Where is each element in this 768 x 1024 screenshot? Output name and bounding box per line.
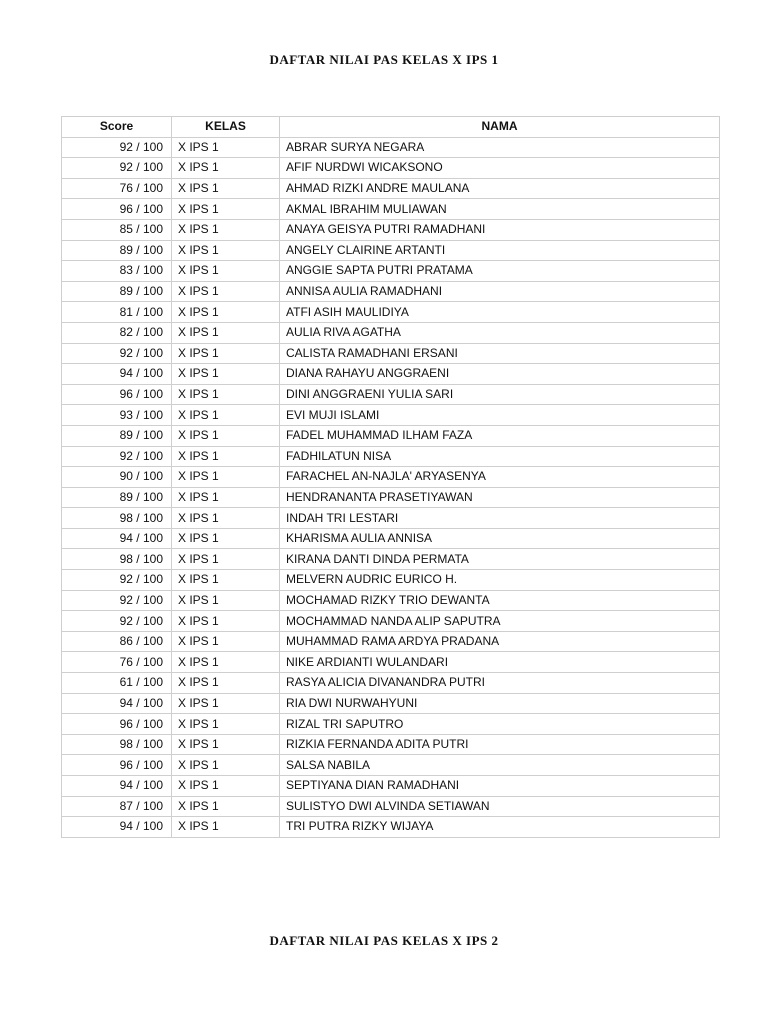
table-row [62, 425, 720, 446]
score-cell: 61 / 100 [62, 673, 172, 694]
nama-cell: ANGELY CLAIRINE ARTANTI [280, 240, 720, 261]
table-row [62, 693, 720, 714]
kelas-cell: X IPS 1 [172, 343, 280, 364]
score-cell: 92 / 100 [62, 611, 172, 632]
score-cell: 98 / 100 [62, 508, 172, 529]
score-cell: 94 / 100 [62, 528, 172, 549]
score-cell: 92 / 100 [62, 590, 172, 611]
table-row [62, 528, 720, 549]
nama-cell: KIRANA DANTI DINDA PERMATA [280, 549, 720, 570]
kelas-cell: X IPS 1 [172, 425, 280, 446]
nama-cell: FARACHEL AN-NAJLA' ARYASENYA [280, 467, 720, 488]
table-row [62, 467, 720, 488]
kelas-cell: X IPS 1 [172, 714, 280, 735]
table-row [62, 611, 720, 632]
section-title: DAFTAR NILAI PAS KELAS X IPS 2 [269, 933, 499, 948]
kelas-cell: X IPS 1 [172, 199, 280, 220]
table-row [62, 631, 720, 652]
kelas-cell: X IPS 1 [172, 755, 280, 776]
table-row [62, 776, 720, 797]
score-cell: 98 / 100 [62, 734, 172, 755]
score-cell: 92 / 100 [62, 343, 172, 364]
kelas-cell: X IPS 1 [172, 487, 280, 508]
score-cell: 86 / 100 [62, 631, 172, 652]
score-cell: 96 / 100 [62, 714, 172, 735]
nama-cell: CALISTA RAMADHANI ERSANI [280, 343, 720, 364]
nama-cell: MOCHAMAD RIZKY TRIO DEWANTA [280, 590, 720, 611]
table-row [62, 261, 720, 282]
nama-cell: MELVERN AUDRIC EURICO H. [280, 570, 720, 591]
kelas-cell: X IPS 1 [172, 734, 280, 755]
score-table [61, 116, 720, 838]
kelas-cell: X IPS 1 [172, 302, 280, 323]
table-row [62, 199, 720, 220]
table-row [62, 652, 720, 673]
table-row [62, 343, 720, 364]
score-cell: 76 / 100 [62, 652, 172, 673]
kelas-cell: X IPS 1 [172, 240, 280, 261]
table-row [62, 734, 720, 755]
kelas-cell: X IPS 1 [172, 673, 280, 694]
kelas-cell: X IPS 1 [172, 261, 280, 282]
nama-cell: ANGGIE SAPTA PUTRI PRATAMA [280, 261, 720, 282]
kelas-cell: X IPS 1 [172, 281, 280, 302]
nama-cell: AFIF NURDWI WICAKSONO [280, 158, 720, 179]
table-row [62, 796, 720, 817]
table-row [62, 240, 720, 261]
table-row [62, 384, 720, 405]
header-kelas: KELAS [172, 117, 280, 138]
kelas-cell: X IPS 1 [172, 611, 280, 632]
score-cell: 85 / 100 [62, 219, 172, 240]
nama-cell: ABRAR SURYA NEGARA [280, 137, 720, 158]
score-cell: 92 / 100 [62, 446, 172, 467]
nama-cell: TRI PUTRA RIZKY WIJAYA [280, 817, 720, 838]
score-cell: 93 / 100 [62, 405, 172, 426]
table-row [62, 302, 720, 323]
nama-cell: ANAYA GEISYA PUTRI RAMADHANI [280, 219, 720, 240]
nama-cell: KHARISMA AULIA ANNISA [280, 528, 720, 549]
nama-cell: RIZKIA FERNANDA ADITA PUTRI [280, 734, 720, 755]
kelas-cell: X IPS 1 [172, 158, 280, 179]
kelas-cell: X IPS 1 [172, 776, 280, 797]
table-row [62, 673, 720, 694]
score-cell: 94 / 100 [62, 364, 172, 385]
table-row [62, 570, 720, 591]
kelas-cell: X IPS 1 [172, 405, 280, 426]
kelas-cell: X IPS 1 [172, 693, 280, 714]
nama-cell: MOCHAMMAD NANDA ALIP SAPUTRA [280, 611, 720, 632]
table-header-row [62, 117, 720, 138]
score-cell: 96 / 100 [62, 755, 172, 776]
score-cell: 83 / 100 [62, 261, 172, 282]
score-cell: 87 / 100 [62, 796, 172, 817]
page-title: DAFTAR NILAI PAS KELAS X IPS 1 [269, 52, 499, 67]
table-row [62, 322, 720, 343]
table-row [62, 405, 720, 426]
table-row [62, 158, 720, 179]
kelas-cell: X IPS 1 [172, 467, 280, 488]
table-body [62, 137, 720, 837]
kelas-cell: X IPS 1 [172, 570, 280, 591]
kelas-cell: X IPS 1 [172, 137, 280, 158]
score-cell: 98 / 100 [62, 549, 172, 570]
score-cell: 89 / 100 [62, 240, 172, 261]
nama-cell: MUHAMMAD RAMA ARDYA PRADANA [280, 631, 720, 652]
score-cell: 92 / 100 [62, 570, 172, 591]
nama-cell: RIZAL TRI SAPUTRO [280, 714, 720, 735]
table-row [62, 549, 720, 570]
nama-cell: SULISTYO DWI ALVINDA SETIAWAN [280, 796, 720, 817]
score-cell: 90 / 100 [62, 467, 172, 488]
score-cell: 94 / 100 [62, 776, 172, 797]
table-row [62, 590, 720, 611]
nama-cell: INDAH TRI LESTARI [280, 508, 720, 529]
kelas-cell: X IPS 1 [172, 817, 280, 838]
table-row [62, 446, 720, 467]
nama-cell: NIKE ARDIANTI WULANDARI [280, 652, 720, 673]
table-row [62, 487, 720, 508]
score-cell: 94 / 100 [62, 693, 172, 714]
kelas-cell: X IPS 1 [172, 364, 280, 385]
nama-cell: DIANA RAHAYU ANGGRAENI [280, 364, 720, 385]
nama-cell: AHMAD RIZKI ANDRE MAULANA [280, 178, 720, 199]
nama-cell: EVI MUJI ISLAMI [280, 405, 720, 426]
nama-cell: SEPTIYANA DIAN RAMADHANI [280, 776, 720, 797]
table-row [62, 755, 720, 776]
kelas-cell: X IPS 1 [172, 528, 280, 549]
nama-cell: RASYA ALICIA DIVANANDRA PUTRI [280, 673, 720, 694]
nama-cell: RIA DWI NURWAHYUNI [280, 693, 720, 714]
score-cell: 94 / 100 [62, 817, 172, 838]
nama-cell: ANNISA AULIA RAMADHANI [280, 281, 720, 302]
kelas-cell: X IPS 1 [172, 796, 280, 817]
kelas-cell: X IPS 1 [172, 549, 280, 570]
nama-cell: ATFI ASIH MAULIDIYA [280, 302, 720, 323]
table-row [62, 364, 720, 385]
nama-cell: AULIA RIVA AGATHA [280, 322, 720, 343]
score-cell: 92 / 100 [62, 158, 172, 179]
nama-cell: DINI ANGGRAENI YULIA SARI [280, 384, 720, 405]
kelas-cell: X IPS 1 [172, 652, 280, 673]
table-row [62, 219, 720, 240]
score-cell: 76 / 100 [62, 178, 172, 199]
score-cell: 89 / 100 [62, 487, 172, 508]
score-cell: 96 / 100 [62, 199, 172, 220]
table-row [62, 178, 720, 199]
nama-cell: FADEL MUHAMMAD ILHAM FAZA [280, 425, 720, 446]
score-cell: 96 / 100 [62, 384, 172, 405]
table-row [62, 508, 720, 529]
score-cell: 82 / 100 [62, 322, 172, 343]
table-row [62, 817, 720, 838]
header-score: Score [62, 117, 172, 138]
score-cell: 89 / 100 [62, 281, 172, 302]
kelas-cell: X IPS 1 [172, 178, 280, 199]
kelas-cell: X IPS 1 [172, 631, 280, 652]
score-cell: 81 / 100 [62, 302, 172, 323]
score-cell: 89 / 100 [62, 425, 172, 446]
kelas-cell: X IPS 1 [172, 322, 280, 343]
nama-cell: SALSA NABILA [280, 755, 720, 776]
kelas-cell: X IPS 1 [172, 384, 280, 405]
kelas-cell: X IPS 1 [172, 508, 280, 529]
kelas-cell: X IPS 1 [172, 219, 280, 240]
table-row [62, 281, 720, 302]
nama-cell: FADHILATUN NISA [280, 446, 720, 467]
nama-cell: AKMAL IBRAHIM MULIAWAN [280, 199, 720, 220]
nama-cell: HENDRANANTA PRASETIYAWAN [280, 487, 720, 508]
kelas-cell: X IPS 1 [172, 590, 280, 611]
table-row [62, 137, 720, 158]
kelas-cell: X IPS 1 [172, 446, 280, 467]
table-row [62, 714, 720, 735]
header-nama: NAMA [280, 117, 720, 138]
score-cell: 92 / 100 [62, 137, 172, 158]
